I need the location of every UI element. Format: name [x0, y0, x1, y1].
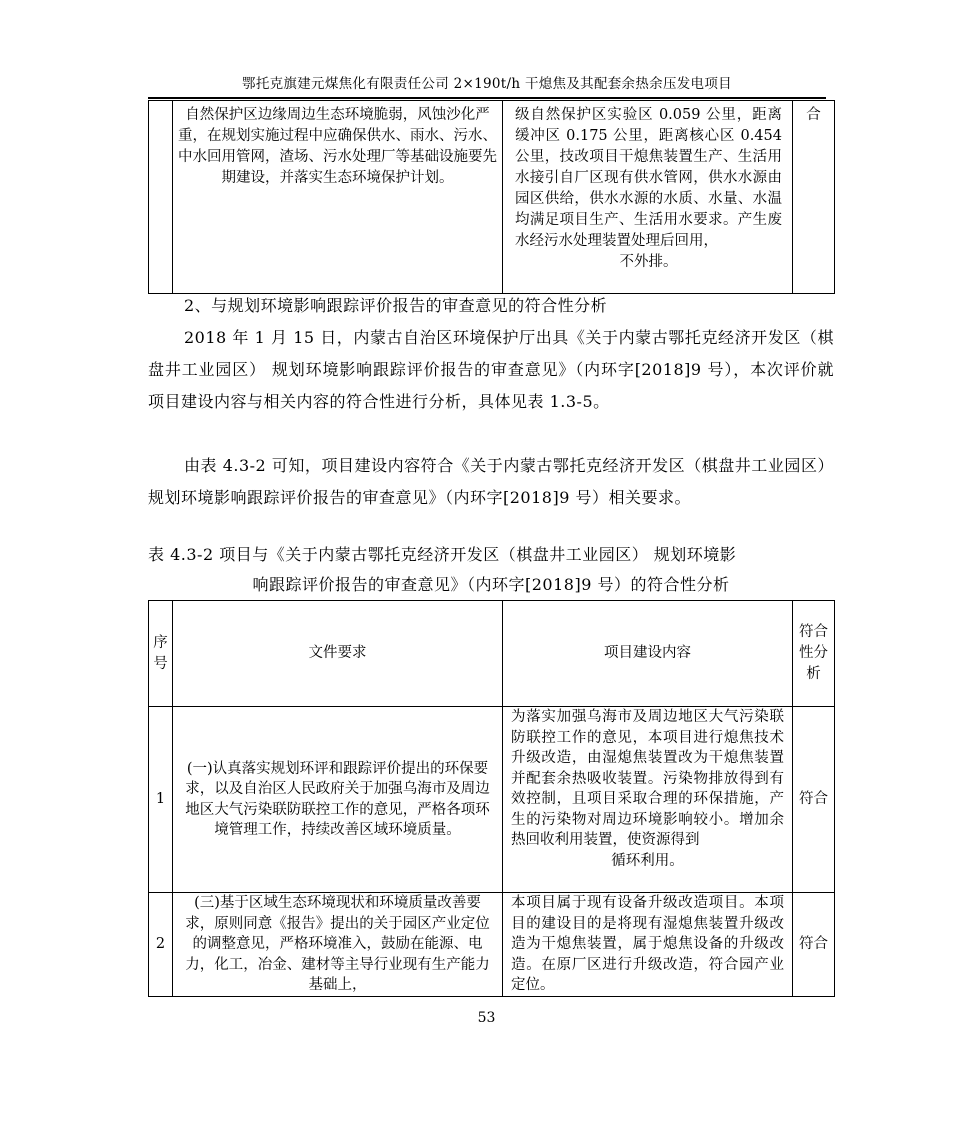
paragraph-2: 由表 4.3-2 可知，项目建设内容符合《关于内蒙古鄂托克经济开发区（棋盘井工业园区） 规划环境影响跟踪评价报告的审查意见》（内环字[2018]9 号）相关要求。: [148, 456, 834, 507]
row-number: 2: [149, 893, 173, 997]
compliance-table: [148, 600, 835, 997]
page-number: 53: [477, 1010, 496, 1026]
table-continued: [148, 100, 835, 294]
requirement-cell: (一)认真落实规划环评和跟踪评价提出的环保要求，以及自治区人民政府关于加强乌海市及周边地区大气污染联防联控工作的意见，严格各项环境管理工作，持续改善区域环境质量。: [173, 707, 503, 893]
table-row: [149, 893, 835, 997]
caption-line-1: 表 4.3-2 项目与《关于内蒙古鄂托克经济开发区（棋盘井工业园区） 规划环境影: [148, 545, 737, 564]
header-no: 序号: [149, 601, 173, 707]
caption-line-2: 响跟踪评价报告的审查意见》（内环字[2018]9 号）的符合性分析: [252, 575, 730, 594]
compliance-cell: 合: [793, 101, 835, 294]
header-compliance: 符合性分析: [793, 601, 835, 707]
table-caption: [148, 540, 834, 600]
content-text: 为落实加强乌海市及周边地区大气污染联防联控工作的意见，本项目进行熄焦技术升级改造，由湿熄焦装置改为干熄焦装置并配套余热吸收装置。污染物排放得到有效控制，且项目采取合理的环保措施，产生的污染物对周边环境影响较小。增加余热回收利用装置，使资源得到: [511, 709, 784, 848]
table-row: [149, 707, 835, 893]
table-cell-no: [149, 101, 173, 294]
paragraph-1: 2018 年 1 月 15 日，内蒙古自治区环境保护厅出具《关于内蒙古鄂托克经济开发区（棋盘井工业园区） 规划环境影响跟踪评价报告的审查意见》（内环字[2018]9 号），本次评价就项目建设内容与相关内容的符合性进行分析，具体见表 1.3-5。: [148, 328, 834, 411]
requirement-cell: (三)基于区域生态环境现状和环境质量改善要求，原则同意《报告》提出的关于园区产业定位的调整意见，严格环境准入，鼓励在能源、电力，化工，冶金、建材等主导行业现有生产能力基础上，: [173, 893, 503, 997]
compliance-cell: 符合: [793, 707, 835, 893]
table-header-row: [149, 601, 835, 707]
page-header: 鄂托克旗建元煤焦化有限责任公司 2×190t/h 干熄焦及其配套余热余压发电项目: [242, 76, 732, 92]
table-row: [149, 101, 835, 294]
content-cell: [503, 707, 793, 893]
content-cell: [503, 101, 793, 294]
compliance-cell: 符合: [793, 893, 835, 997]
section-heading: 2、与规划环境影响跟踪评价报告的审查意见的符合性分析: [184, 296, 608, 315]
header-content: 项目建设内容: [503, 601, 793, 707]
requirement-cell: 自然保护区边缘周边生态环境脆弱，风蚀沙化严重，在规划实施过程中应确保供水、雨水、污水、中水回用管网，渣场、污水处理厂等基础设施要先期建设，并落实生态环境保护计划。: [173, 101, 503, 294]
header-requirement: 文件要求: [173, 601, 503, 707]
row-number: 1: [149, 707, 173, 893]
content-cell: 本项目属于现有设备升级改造项目。本项目的建设目的是将现有湿熄焦装置升级改造为干熄焦装置，属于熄焦设备的升级改造。在原厂区进行升级改造，符合园产业定位。: [503, 893, 793, 997]
content-text: 级自然保护区实验区 0.059 公里，距离缓冲区 0.175 公里，距离核心区 0.454 公里，技改项目干熄焦装置生产、生活用水接引自厂区现有供水管网，供水水源由园区供给，供水水源的水质、水量、水温均满足项目生产、生活用水要求。产生废水经污水处理装置处理后回用，: [515, 107, 782, 249]
content-text-last: 不外排。: [619, 254, 678, 270]
header-rule: [148, 97, 826, 99]
content-text-last: 循环利用。: [611, 852, 684, 869]
